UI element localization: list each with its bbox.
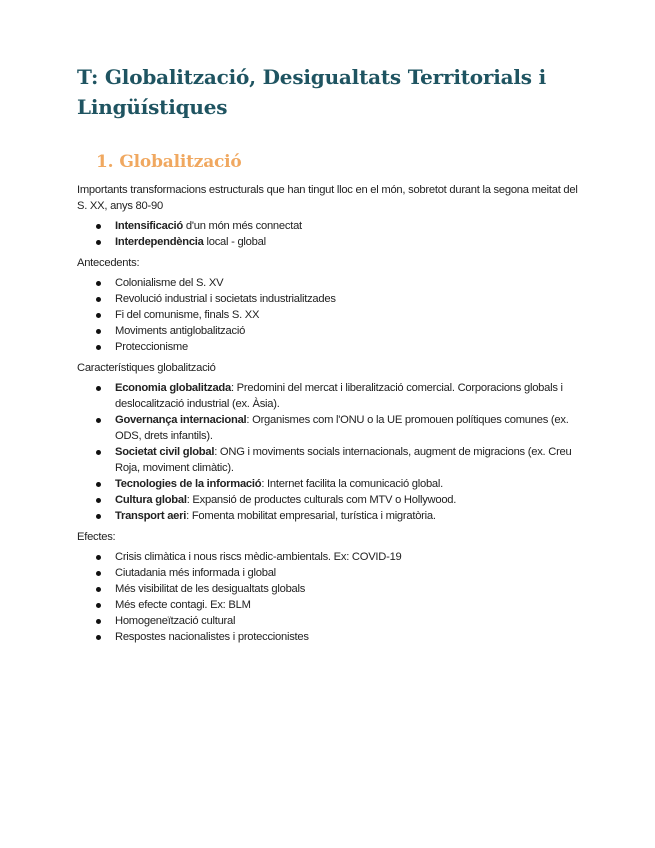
bullet-icon	[96, 482, 101, 487]
bullet-icon	[96, 619, 101, 624]
bullet-icon	[96, 587, 101, 592]
bold-term: Interdependència	[115, 236, 204, 248]
bullet-icon	[96, 498, 101, 503]
item-text: Moviments antiglobalització	[115, 325, 246, 337]
item-text: : Predomini del mercat i liberalització comercial. Corporacions globals i deslocalització industrial (ex. Àsia).	[115, 382, 563, 410]
list-item	[77, 492, 585, 508]
bullet-icon	[96, 329, 101, 334]
antecedents-list	[77, 275, 585, 355]
bullet-icon	[96, 450, 101, 455]
item-text: Fi del comunisme, finals S. XX	[115, 309, 260, 321]
bold-term: Transport aeri	[115, 510, 187, 522]
item-text: Ciutadania més informada i global	[115, 567, 276, 579]
bullet-icon	[96, 418, 101, 423]
document-title: T: Globalització, Desigualtats Territorials i Lingüístiques	[77, 65, 547, 119]
bold-term: Intensificació	[115, 220, 183, 232]
item-text: Homogeneïtzació cultural	[115, 615, 236, 627]
list-item	[77, 613, 585, 629]
item-text: : Organismes com l'ONU o la UE promouen polítiques comunes (ex. ODS, drets infantils).	[115, 414, 569, 442]
bullet-icon	[96, 555, 101, 560]
item-text: d'un món més connectat	[183, 220, 302, 232]
list-item	[77, 339, 585, 355]
list-item	[77, 476, 585, 492]
list-item	[77, 275, 585, 291]
list-item	[77, 307, 585, 323]
bold-term: Tecnologies de la informació	[115, 478, 262, 490]
list-item	[77, 218, 585, 234]
effects-list	[77, 549, 585, 645]
list-item	[77, 412, 585, 444]
section-heading-globalitzacio	[96, 150, 585, 174]
item-text: : Expansió de productes culturals com MTV o Hollywood.	[186, 494, 457, 506]
section-heading-text: Globalització	[119, 152, 242, 172]
antecedents-label: Antecedents:	[77, 257, 140, 269]
item-text: Crisis climàtica i nous riscs mèdic-ambientals. Ex: COVID-19	[115, 551, 402, 563]
list-item	[77, 629, 585, 645]
bold-term: Governança internacional	[115, 414, 247, 426]
item-text: : Fomenta mobilitat empresarial, turística i migratòria.	[186, 510, 436, 522]
bullet-icon	[96, 345, 101, 350]
bullet-icon	[96, 603, 101, 608]
bullet-icon	[96, 635, 101, 640]
item-text: Colonialisme del S. XV	[115, 277, 224, 289]
bold-term: Cultura global	[115, 494, 187, 506]
item-text: local - global	[203, 236, 266, 248]
item-text: : Internet facilita la comunicació global.	[261, 478, 443, 490]
item-text: Més efecte contagi. Ex: BLM	[115, 599, 251, 611]
effects-label: Efectes:	[77, 531, 116, 543]
item-text: Respostes nacionalistes i proteccionistes	[115, 631, 309, 643]
characteristics-list	[77, 380, 585, 524]
list-item	[77, 234, 585, 250]
bullet-icon	[96, 224, 101, 229]
list-item	[77, 508, 585, 524]
item-text: Revolució industrial i societats industrialitzades	[115, 293, 336, 305]
bullet-icon	[96, 297, 101, 302]
list-item	[77, 444, 585, 476]
bullet-icon	[96, 281, 101, 286]
item-text: Més visibilitat de les desigualtats globals	[115, 583, 306, 595]
item-text: : ONG i moviments socials internacionals, augment de migracions (ex. Creu Roja, moviment climàtic).	[115, 446, 572, 474]
item-text: Proteccionisme	[115, 341, 188, 353]
bold-term: Societat civil global	[115, 446, 215, 458]
section-number: 1.	[96, 152, 114, 172]
bold-term: Economia globalitzada	[115, 382, 231, 394]
characteristics-label: Característiques globalització	[77, 362, 216, 374]
intro-bullet-list	[77, 218, 585, 250]
bullet-icon	[96, 571, 101, 576]
bullet-icon	[96, 386, 101, 391]
bullet-icon	[96, 514, 101, 519]
bullet-icon	[96, 313, 101, 318]
list-item	[77, 581, 585, 597]
list-item	[77, 323, 585, 339]
bullet-icon	[96, 240, 101, 245]
list-item	[77, 291, 585, 307]
list-item	[77, 549, 585, 565]
list-item	[77, 597, 585, 613]
list-item	[77, 380, 585, 412]
intro-paragraph: Importants transformacions estructurals que han tingut lloc en el món, sobretot durant la segona meitat del S. XX, anys 80-90	[77, 184, 578, 212]
list-item	[77, 565, 585, 581]
